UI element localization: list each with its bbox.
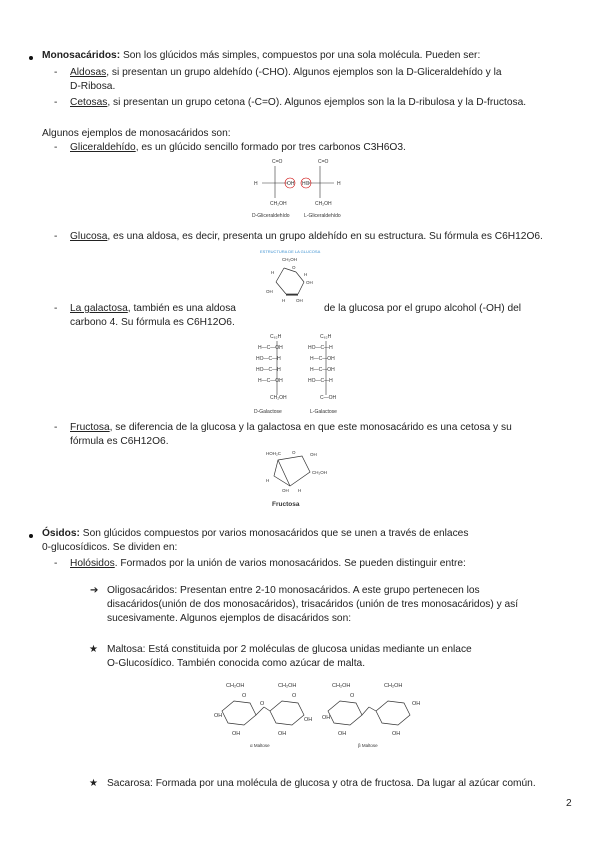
fructosa-item (70, 421, 595, 435)
galactosa-text-b: de la glucosa por el grupo alcohol (-OH) del (324, 303, 522, 314)
dash: - (54, 303, 58, 314)
svg-text:O: O (242, 693, 247, 699)
svg-text:CH₂OH: CH₂OH (270, 201, 287, 207)
svg-text:H: H (266, 478, 270, 483)
svg-text:H: H (271, 270, 275, 275)
osidos-label: Ósidos: (42, 528, 80, 539)
svg-text:C=O: C=O (318, 159, 329, 165)
figure-label: β Maltose (358, 743, 378, 748)
aldosas-term: Aldosas (70, 67, 107, 78)
figure-label: Fructosa (272, 501, 300, 508)
examples-intro: Algunos ejemplos de monosacáridos son: (42, 128, 231, 139)
galactosa-figure (252, 331, 356, 417)
svg-text:HO—C—H: HO—C—H (256, 356, 281, 362)
mono-intro: Son los glúcidos más simples, compuestos por una sola molécula. Pueden ser: (122, 50, 481, 61)
maltosa-figure (212, 675, 428, 751)
aldosas-line2: D-Ribosa. (70, 81, 116, 92)
figure-label: D-Galactose (254, 409, 282, 415)
svg-text:O: O (292, 693, 297, 699)
svg-text:C₆₂H: C₆₂H (270, 334, 282, 340)
svg-text:OH: OH (287, 181, 295, 187)
aldosas-line1: , si presentan un grupo aldehído (-CHO). Algunos ejemplos son la D-Gliceraldehído y la (106, 67, 502, 78)
mono-label: Monosacáridos: (42, 50, 121, 61)
osidos-line1: Son glúcidos compuestos por varios monosacáridos que se unen a través de enlaces (82, 528, 469, 539)
glucosa-term: Glucosa (70, 231, 108, 242)
figure-label: α Maltose (250, 743, 270, 748)
bullet-dot (29, 534, 33, 538)
star-bullet: ★ (89, 644, 99, 655)
gliceraldehido-item (70, 141, 590, 155)
maltosa-line1: Maltosa: Está constituida por 2 moléculas de glucosa unidas mediante un enlace (107, 644, 472, 655)
holosidos-term: Holósidos (70, 558, 115, 569)
svg-text:H: H (254, 181, 258, 187)
svg-text:CH₂OH: CH₂OH (270, 395, 287, 401)
dash: - (54, 142, 58, 153)
fructosa-figure (262, 446, 332, 512)
fructosa-line1: , se diferencia de la glucosa y la galactosa en que este monosacárido es una cetosa y su (109, 422, 512, 433)
osidos-line2: 0-glucosídicos. Se dividen en: (42, 542, 178, 553)
svg-text:H—C—OH: H—C—OH (310, 367, 335, 373)
svg-text:CH₂OH: CH₂OH (282, 257, 297, 262)
svg-text:O: O (292, 265, 296, 270)
svg-text:O: O (350, 693, 355, 699)
oligosacaridos-line2: disacáridos(unión de dos monosacáridos), trisacáridos (unión de tres monosacáridos) y así (107, 599, 519, 610)
cetosas-text: , si presentan un grupo cetona (-C=O). Algunos ejemplos son la la D-ribulosa y la D-fructosa. (107, 97, 527, 108)
svg-text:H: H (304, 272, 308, 277)
svg-text:H: H (282, 298, 286, 303)
svg-text:C—OH: C—OH (320, 395, 337, 401)
fructosa-line2: fórmula es C6H12O6. (70, 436, 169, 447)
aldosas-item (70, 66, 590, 80)
svg-text:C₆₂H: C₆₂H (320, 334, 332, 340)
svg-text:OH: OH (214, 713, 223, 719)
dash: - (54, 231, 58, 242)
figure-label: L-Galactose (310, 409, 337, 415)
svg-text:H: H (298, 488, 302, 493)
oligosacaridos-line1: Oligosacáridos: Presentan entre 2-10 monosacáridos. A este grupo pertenecen los (107, 585, 480, 596)
svg-text:OH: OH (338, 731, 347, 737)
svg-text:HO—C—H: HO—C—H (308, 378, 333, 384)
oligosacaridos-line3: sucesivamente. Algunos ejemplos de disacáridos son: (107, 613, 352, 624)
dash: - (54, 67, 58, 78)
glucosa-item (70, 230, 595, 244)
glucosa-text: , es una aldosa, es decir, presenta un grupo aldehído en su estructura. Su fórmula es C6H12O6. (107, 231, 543, 242)
galactosa-line2: carbono 4. Su fórmula es C6H12O6. (70, 317, 235, 328)
svg-text:OH: OH (282, 488, 289, 493)
galactosa-term: La galactosa (70, 303, 128, 314)
svg-text:OH: OH (266, 289, 273, 294)
svg-text:H—C—OH: H—C—OH (310, 356, 335, 362)
svg-text:H—C—OH: H—C—OH (258, 378, 283, 384)
mono-paragraph (42, 49, 582, 63)
svg-text:HO—C—H: HO—C—H (308, 345, 333, 351)
svg-text:HO—C—H: HO—C—H (256, 367, 281, 373)
svg-text:OH: OH (304, 717, 313, 723)
holosidos-item (70, 557, 590, 571)
svg-text:CH₂OH: CH₂OH (312, 470, 327, 475)
svg-text:HOH₂C: HOH₂C (266, 451, 281, 456)
svg-text:C=O: C=O (272, 159, 283, 165)
svg-text:CH₂OH: CH₂OH (384, 683, 403, 689)
gliceraldehido-figure (250, 156, 350, 220)
sacarosa-text: Sacarosa: Formada por una molécula de glucosa y otra de fructosa. Da lugar al azúcar común. (107, 778, 536, 789)
svg-text:OH: OH (412, 701, 421, 707)
svg-text:CH₂OH: CH₂OH (278, 683, 297, 689)
holosidos-text: . Formados por la unión de varios monosacáridos. Se pueden distinguir entre: (114, 558, 466, 569)
osidos-paragraph (42, 527, 582, 541)
svg-text:O: O (260, 701, 265, 707)
svg-text:OH: OH (278, 731, 287, 737)
star-bullet: ★ (89, 778, 99, 789)
svg-text:OH: OH (310, 452, 317, 457)
svg-text:OH: OH (296, 298, 303, 303)
glucosa-figure (258, 248, 328, 308)
svg-text:H: H (337, 181, 341, 187)
svg-text:CH₂OH: CH₂OH (315, 201, 332, 207)
fructosa-term: Fructosa (70, 422, 110, 433)
arrow-bullet: ➔ (90, 585, 99, 596)
bullet-dot (29, 56, 33, 60)
page-number: 2 (566, 798, 572, 809)
dash: - (54, 558, 58, 569)
gliceraldehido-term: Gliceraldehído (70, 142, 136, 153)
figure-caption: ESTRUCTURA DE LA GLUCOSA (260, 249, 321, 254)
svg-text:CH₂OH: CH₂OH (332, 683, 351, 689)
maltosa-line2: O-Glucosídico. También conocida como azúcar de malta. (107, 658, 366, 669)
figure-label: D-Gliceraldehído (252, 213, 290, 219)
galactosa-text-a: , también es una aldosa (127, 303, 236, 314)
dash: - (54, 97, 58, 108)
svg-text:OH: OH (392, 731, 401, 737)
figure-label: L-Gliceraldehído (304, 213, 341, 219)
svg-text:OH: OH (232, 731, 241, 737)
svg-text:H—C—OH: H—C—OH (258, 345, 283, 351)
dash: - (54, 422, 58, 433)
svg-text:CH₂OH: CH₂OH (226, 683, 245, 689)
cetosas-term: Cetosas (70, 97, 108, 108)
svg-text:HO: HO (302, 181, 310, 187)
svg-text:O: O (292, 450, 296, 455)
cetosas-item (70, 96, 595, 110)
svg-text:OH: OH (322, 715, 331, 721)
gliceraldehido-text: , es un glúcido sencillo formado por tres carbonos C3H6O3. (135, 142, 406, 153)
svg-text:OH: OH (306, 280, 313, 285)
